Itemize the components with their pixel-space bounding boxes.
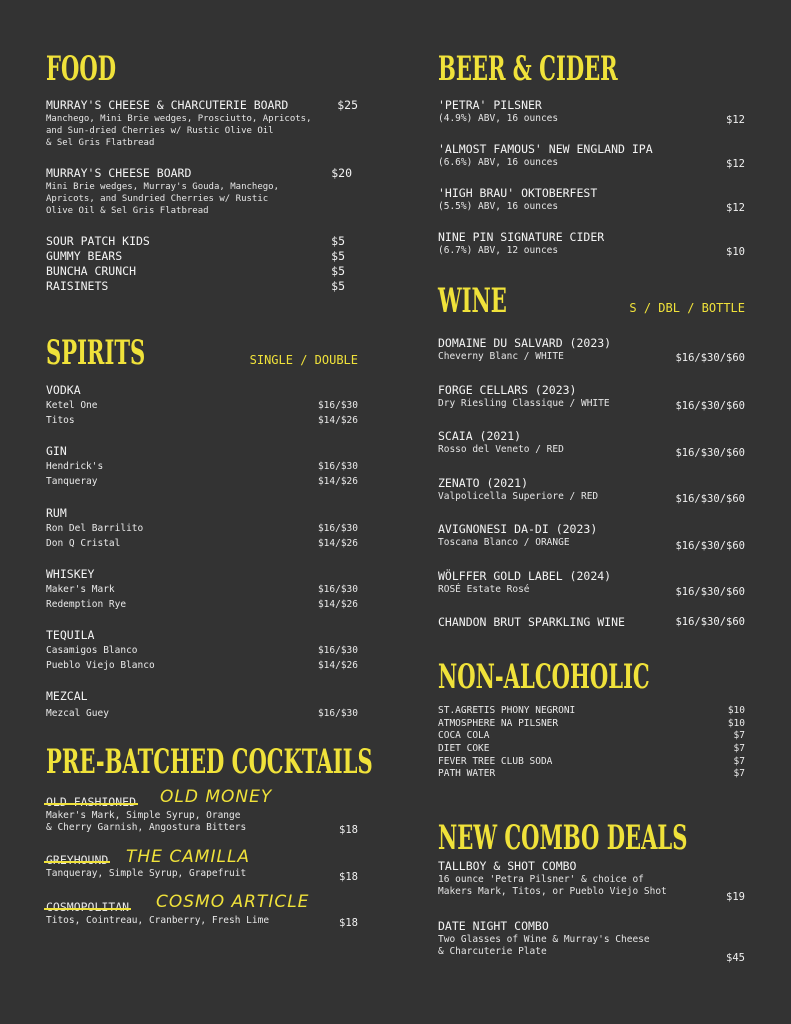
item-desc: & Sel Gris Flatbread	[46, 138, 155, 148]
wine-name: SCAIA (2021)	[438, 429, 522, 443]
spirit-row	[46, 459, 358, 474]
spirits-heading: SPIRITS	[46, 333, 146, 373]
cocktail-desc: & Cherry Garnish, Angostura Bitters	[46, 822, 247, 833]
wine-price: $16/$30/$60	[675, 493, 745, 505]
beer-desc: (6.7%) ABV, 12 ounces	[438, 245, 559, 256]
item-desc: Olive Oil & Sel Gris Flatbread	[46, 206, 209, 216]
spirit-row	[46, 398, 358, 413]
snack-price: $5	[331, 264, 345, 278]
wine-price: $16/$30/$60	[675, 586, 745, 598]
snack-name: GUMMY BEARS	[46, 249, 123, 263]
wine-price-note: S / DBL / BOTTLE	[629, 301, 745, 315]
beer-name: 'HIGH BRAU' OKTOBERFEST	[438, 186, 598, 200]
spirit-row	[46, 521, 358, 536]
spirit-name: Maker's Mark	[46, 584, 115, 595]
item-name: MURRAY'S CHEESE BOARD	[46, 166, 192, 180]
beer-name: 'ALMOST FAMOUS' NEW ENGLAND IPA	[438, 142, 653, 156]
beer-heading: BEER & CIDER	[438, 49, 618, 89]
spirit-price: $14/$26	[317, 599, 358, 610]
wine-price: $16/$30/$60	[675, 400, 745, 412]
spirit-row	[46, 536, 358, 551]
snack-row	[46, 234, 358, 249]
spirit-group-name: GIN	[46, 444, 67, 458]
cocktail-desc: Tanqueray, Simple Syrup, Grapefruit	[46, 868, 247, 879]
cocktail-price: $18	[339, 824, 358, 836]
wine-desc: Valpolicella Superiore / RED	[438, 491, 599, 502]
non-alcoholic-list	[438, 705, 745, 781]
cocktail-cosmo-article	[46, 892, 358, 929]
na-price: $10	[727, 705, 745, 716]
old-cocktail-name: GREYHOUND	[46, 853, 109, 867]
beer-price: $10	[726, 246, 745, 258]
spirit-price: $16/$30	[317, 645, 358, 656]
na-row	[438, 743, 745, 756]
non-alcoholic-heading: NON-ALCOHOLIC	[438, 657, 650, 697]
wine-sparkling	[438, 615, 745, 630]
combo-price: $45	[726, 952, 745, 964]
handwritten-new-name: COSMO ARTICLE	[156, 892, 310, 912]
item-desc: Manchego, Mini Brie wedges, Prosciutto, Apricots,	[46, 114, 312, 124]
combo-desc: 16 ounce 'Petra Pilsner' & choice of	[438, 874, 644, 885]
cocktail-price: $18	[339, 917, 358, 929]
handwritten-new-name: THE CAMILLA	[126, 847, 251, 867]
spirit-row	[46, 658, 358, 673]
snack-row	[46, 249, 358, 264]
item-desc: Mini Brie wedges, Murray's Gouda, Manchego,	[46, 182, 279, 192]
wine-name: WÖLFFER GOLD LABEL (2024)	[438, 569, 612, 583]
item-desc: Apricots, and Sundried Cherries w/ Rustic	[46, 194, 269, 204]
spirit-price: $14/$26	[317, 415, 358, 426]
wine-name: FORGE CELLARS (2023)	[438, 383, 577, 397]
wine-name: DOMAINE DU SALVARD (2023)	[438, 336, 612, 350]
na-name: COCA COLA	[438, 730, 490, 742]
snack-name: RAISINETS	[46, 279, 109, 293]
spirit-name: Pueblo Viejo Blanco	[46, 660, 155, 671]
wine-price: $16/$30/$60	[675, 540, 745, 552]
wine-desc: Dry Riesling Classique / WHITE	[438, 398, 610, 409]
na-row	[438, 705, 745, 718]
spirit-group-whiskey	[46, 567, 358, 612]
beer-item	[438, 186, 745, 213]
wine-desc: ROSÉ Estate Rosé	[438, 584, 530, 595]
spirit-group-name: MEZCAL	[46, 689, 88, 703]
snack-price: $5	[331, 234, 345, 248]
beer-name: 'PETRA' PILSNER	[438, 98, 542, 112]
spirit-row	[46, 582, 358, 597]
combo-name: DATE NIGHT COMBO	[438, 919, 549, 933]
spirit-group-name: WHISKEY	[46, 567, 95, 581]
wine-item	[438, 336, 745, 363]
item-desc: and Sun-dried Cherries w/ Rustic Olive Oil	[46, 126, 274, 136]
na-name: DIET COKE	[438, 743, 490, 755]
combo-desc: Two Glasses of Wine & Murray's Cheese	[438, 934, 650, 945]
beer-price: $12	[726, 158, 745, 170]
spirit-name: Titos	[46, 415, 75, 426]
na-price: $7	[733, 730, 745, 742]
beer-desc: (6.6%) ABV, 16 ounces	[438, 157, 559, 168]
beer-desc: (4.9%) ABV, 16 ounces	[438, 113, 559, 124]
spirit-name: Tanqueray	[46, 476, 98, 487]
spirit-group-name: TEQUILA	[46, 628, 95, 642]
item-price: $25	[337, 98, 358, 112]
cocktail-old-money	[46, 787, 358, 836]
spirit-group-rum	[46, 506, 358, 551]
snack-price: $5	[331, 249, 345, 263]
wine-item	[438, 429, 745, 459]
snack-name: SOUR PATCH KIDS	[46, 234, 150, 248]
wine-desc: Cheverny Blanc / WHITE	[438, 351, 564, 362]
beer-item	[438, 230, 745, 257]
combo-price: $19	[726, 891, 745, 903]
spirits-price-note: SINGLE / DOUBLE	[249, 353, 358, 367]
wine-name: ZENATO (2021)	[438, 476, 529, 490]
spirit-group-mezcal	[46, 689, 358, 721]
spirit-name: Ron Del Barrilito	[46, 523, 144, 534]
wine-heading: WINE	[438, 281, 507, 321]
cocktail-the-camilla	[46, 847, 358, 883]
spirit-price: $14/$26	[317, 660, 358, 671]
na-price: $7	[733, 743, 745, 755]
wine-desc: Rosso del Veneto / RED	[438, 444, 564, 455]
spirit-row	[46, 597, 358, 612]
spirit-row	[46, 706, 358, 721]
snack-row	[46, 279, 358, 294]
wine-price: $16/$30/$60	[675, 352, 745, 364]
combo-desc: & Charcuterie Plate	[438, 946, 547, 957]
spirit-group-vodka	[46, 383, 358, 428]
item-price: $20	[331, 166, 352, 180]
beer-item	[438, 142, 745, 169]
beer-item	[438, 98, 745, 125]
wine-price: $16/$30/$60	[675, 447, 745, 459]
spirit-price: $16/$30	[317, 523, 358, 534]
spirit-price: $16/$30	[317, 461, 358, 472]
spirit-group-name: RUM	[46, 506, 67, 520]
old-cocktail-name: OLD FASHIONED	[46, 795, 137, 809]
wine-price: $16/$30/$60	[675, 616, 745, 628]
snack-price: $5	[331, 279, 345, 293]
beer-desc: (5.5%) ABV, 16 ounces	[438, 201, 559, 212]
handwritten-new-name: OLD MONEY	[160, 787, 273, 807]
spirit-row	[46, 643, 358, 658]
na-name: ATMOSPHERE NA PILSNER	[438, 717, 559, 729]
wine-item	[438, 569, 745, 596]
food-item-charcuterie	[46, 98, 358, 149]
spirit-name: Hendrick's	[46, 461, 104, 472]
combo-desc: Makers Mark, Titos, or Pueblo Viejo Shot	[438, 886, 667, 897]
wine-item	[438, 383, 745, 410]
food-heading: FOOD	[46, 49, 116, 89]
beer-price: $12	[726, 202, 745, 214]
beer-price: $12	[726, 114, 745, 126]
spirit-group-name: VODKA	[46, 383, 81, 397]
spirit-row	[46, 474, 358, 489]
combo-name: TALLBOY & SHOT COMBO	[438, 859, 577, 873]
old-cocktail-name: COSMOPOLITAN	[46, 900, 130, 914]
snack-row	[46, 264, 358, 279]
na-price: $7	[733, 755, 745, 767]
spirit-name: Don Q Cristal	[46, 538, 121, 549]
spirit-price: $14/$26	[317, 476, 358, 487]
spirit-group-gin	[46, 444, 358, 489]
na-name: FEVER TREE CLUB SODA	[438, 755, 553, 767]
cocktail-price: $18	[339, 871, 358, 883]
cocktail-desc: Titos, Cointreau, Cranberry, Fresh Lime	[46, 915, 270, 926]
spirit-name: Redemption Rye	[46, 599, 127, 610]
beer-name: NINE PIN SIGNATURE CIDER	[438, 230, 605, 244]
spirit-price: $16/$30	[317, 584, 358, 595]
item-name: MURRAY'S CHEESE & CHARCUTERIE BOARD	[46, 98, 289, 112]
cocktails-heading: PRE-BATCHED COCKTAILS	[46, 742, 373, 782]
na-row	[438, 768, 745, 781]
spirit-row	[46, 413, 358, 428]
combo-item-date-night	[438, 919, 745, 964]
na-price: $10	[727, 717, 745, 729]
spirit-name: Mezcal Guey	[46, 708, 109, 719]
snack-list	[46, 234, 358, 294]
na-price: $7	[733, 768, 745, 780]
spirit-name: Casamigos Blanco	[46, 645, 138, 656]
food-item-cheese-board	[46, 166, 358, 217]
wine-item	[438, 522, 745, 552]
spirit-price: $16/$30	[317, 708, 358, 719]
spirit-name: Ketel One	[46, 400, 98, 411]
spirit-price: $14/$26	[317, 538, 358, 549]
wine-item	[438, 476, 745, 503]
wine-desc: Toscana Blanco / ORANGE	[438, 537, 570, 548]
spirit-price: $16/$30	[317, 400, 358, 411]
wine-name: CHANDON BRUT SPARKLING WINE	[438, 615, 625, 629]
na-row	[438, 718, 745, 731]
na-row	[438, 756, 745, 769]
combo-item-tallboy	[438, 859, 745, 903]
na-name: ST.AGRETIS PHONY NEGRONI	[438, 705, 576, 716]
wine-name: AVIGNONESI DA-DI (2023)	[438, 522, 598, 536]
cocktail-desc: Maker's Mark, Simple Syrup, Orange	[46, 810, 241, 821]
na-name: PATH WATER	[438, 768, 496, 780]
snack-name: BUNCHA CRUNCH	[46, 264, 137, 278]
na-row	[438, 730, 745, 743]
spirit-group-tequila	[46, 628, 358, 673]
combo-heading: NEW COMBO DEALS	[438, 818, 688, 858]
